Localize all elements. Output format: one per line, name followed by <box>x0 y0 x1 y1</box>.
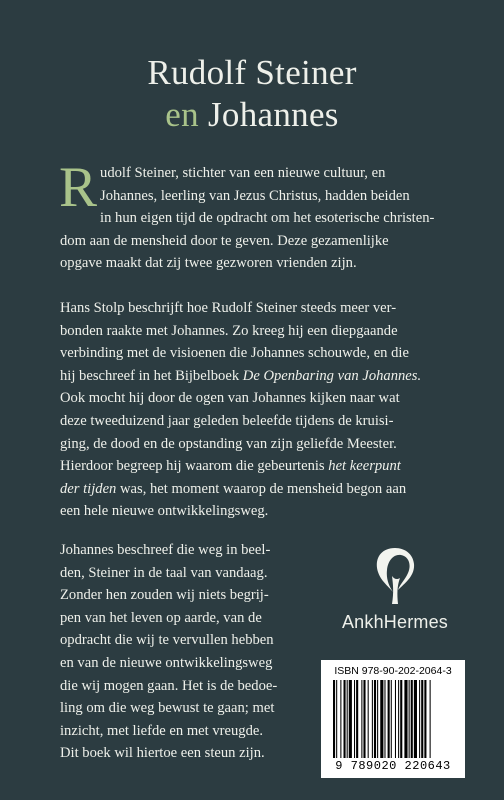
blurb-line: verbinding met de visioenen die Johannes schouwde, en die <box>60 345 409 362</box>
title-accent-word: en <box>165 95 199 134</box>
blurb-line: udolf Steiner, stichter van een nieuwe cultuur, en <box>100 165 386 181</box>
blurb-line: Ook mocht hij door de ogen van Johannes kijken naar wat <box>60 390 400 407</box>
barcode-bar <box>414 680 417 758</box>
title-line-2 <box>0 94 504 136</box>
italic-phrase: der tijden <box>60 480 117 497</box>
title-line-1: Rudolf Steiner <box>147 53 357 92</box>
blurb-line: ging, de dood en de opstanding van zijn geliefde Meester. <box>60 435 397 452</box>
title-name: Johannes <box>207 95 339 134</box>
blurb-line: bonden raakte met Johannes. Zo kreeg hij een diepgaande <box>60 322 398 339</box>
ean-digits: 9 789020 220643 <box>335 759 451 773</box>
blurb-line: Johannes beschreef die weg in beel- <box>60 542 271 558</box>
blurb-text: Hierdoor begreep hij waarom die gebeurtenis <box>60 458 325 475</box>
barcode-bar <box>368 680 369 758</box>
barcode-bar <box>421 680 423 758</box>
blurb-line: die wij mogen gaan. Het is de bedoe- <box>60 677 278 694</box>
blurb-line: opgave maakt dat zij twee gezworen vrienden zijn. <box>60 255 357 272</box>
barcode-bar <box>380 680 383 758</box>
blurb-line: pen van het leven op aarde, van de <box>60 609 262 626</box>
blurb-line: den, Steiner in de taal van vandaag. <box>60 564 268 581</box>
book-title <box>0 52 504 136</box>
barcode-bar <box>333 680 335 758</box>
blurb-line: in hun eigen tijd de opdracht om het esoterische christen- <box>100 210 435 227</box>
barcode-bar <box>377 680 378 758</box>
barcode-bar <box>372 680 373 758</box>
blurb-line: dom aan de mensheid door te geven. Deze gezamenlijke <box>60 232 389 249</box>
barcode-bar <box>411 680 413 758</box>
barcode-bar <box>430 680 431 758</box>
barcode-panel <box>321 660 465 778</box>
barcode-bar <box>356 680 358 758</box>
isbn-label: ISBN 978-90-202-2064-3 <box>334 665 452 677</box>
blurb-line: deze tweeduizend jaar geleden beleefde tijdens de kruisi- <box>60 412 394 429</box>
barcode-bar <box>344 680 346 758</box>
blurb-line: inzicht, met liefde en met vreugde. <box>60 722 264 739</box>
barcode-bar <box>424 680 426 758</box>
barcode-bar <box>388 680 390 758</box>
barcode-bar <box>354 680 355 758</box>
drop-cap: R <box>59 156 98 219</box>
blurb-line: Johannes, leerling van Jezus Christus, hadden beiden <box>100 187 410 204</box>
publisher-name: AnkhHermes <box>341 612 449 632</box>
book-reference: De Openbaring van Johannes. <box>242 367 422 384</box>
barcode-bar <box>347 680 348 758</box>
ankh-hermes-logo-icon <box>370 546 420 608</box>
barcode-bar <box>349 680 352 758</box>
blurb-line: Zonder hen zouden wij niets begrij- <box>60 587 269 604</box>
blurb-line: Dit boek wil hiertoe een steun zijn. <box>60 745 265 762</box>
barcode-bar <box>419 680 420 758</box>
blurb-line: ling om die weg bewust te gaan; met <box>60 700 275 717</box>
blurb-text: was, het moment waarop de mensheid begon aan <box>120 480 407 497</box>
barcode-bar <box>340 680 341 758</box>
barcode-bar <box>404 680 407 758</box>
blurb-paragraph-1 <box>59 156 452 275</box>
barcode-bar <box>400 680 402 758</box>
blurb-paragraph-3 <box>60 539 310 765</box>
blurb-line: Hans Stolp beschrijft hoe Rudolf Steiner steeds meer ver- <box>60 300 397 316</box>
barcode-bar <box>391 680 392 758</box>
blurb-line <box>60 455 452 478</box>
barcode-bar <box>363 680 365 758</box>
blurb-text: hij beschreef in het Bijbelboek <box>60 367 243 384</box>
blurb-line <box>60 365 452 388</box>
publisher-logo <box>330 540 460 650</box>
barcode-bar <box>398 680 399 758</box>
barcode-bars <box>331 680 455 760</box>
barcode-bar <box>336 680 337 758</box>
blurb-line: een hele nieuwe ontwikkelingsweg. <box>60 503 269 520</box>
italic-phrase: het keerpunt <box>328 458 401 475</box>
blurb-line <box>60 478 452 501</box>
blurb-line: opdracht die wij te vervullen hebben <box>60 632 274 649</box>
barcode-bar <box>409 680 410 758</box>
blurb-line: en van de nieuwe ontwikkelingsweg <box>60 654 273 671</box>
barcode-bar <box>384 680 385 758</box>
blurb-paragraph-2 <box>60 297 452 523</box>
barcode-bar <box>361 680 362 758</box>
barcode-bar <box>374 680 376 758</box>
barcode-bar <box>395 680 396 758</box>
